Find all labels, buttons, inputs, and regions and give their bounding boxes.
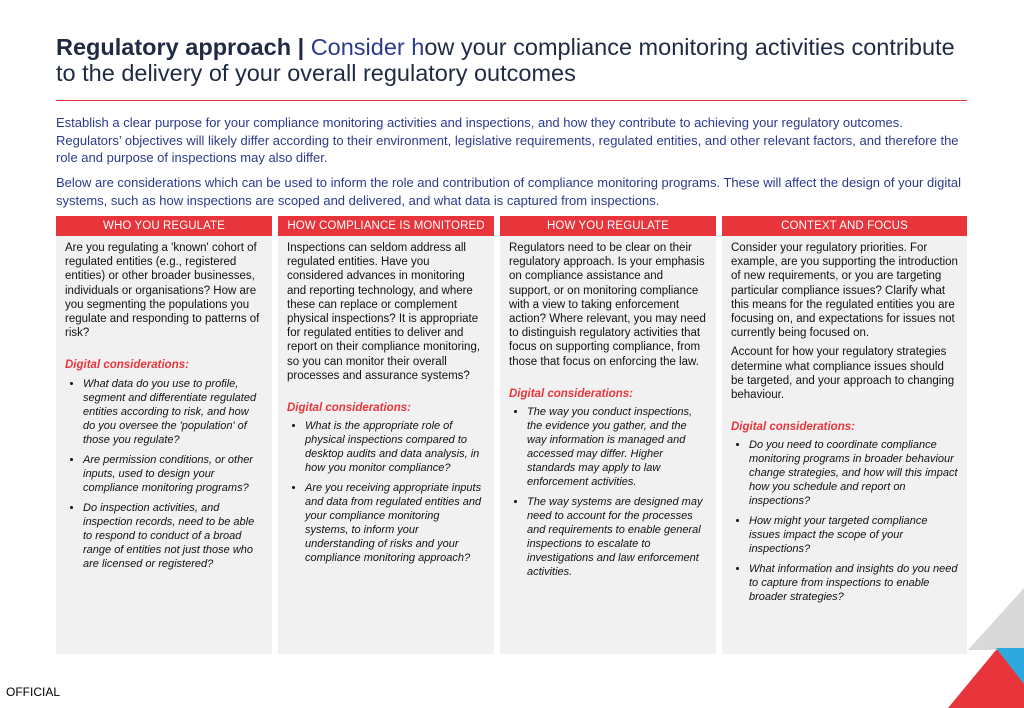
column-paragraph: Account for how your regulatory strategies determine what compliance issues should be targeted, and your approach to changing behaviour.	[731, 346, 955, 402]
digital-considerations-list	[509, 405, 707, 579]
digital-considerations-label: Digital considerations:	[65, 359, 189, 372]
column-body	[500, 236, 716, 579]
column-heading: HOW COMPLIANCE IS MONITORED	[278, 216, 494, 236]
title-divider	[56, 100, 967, 101]
title-prefix: Regulatory approach |	[56, 34, 305, 60]
column-heading: HOW YOU REGULATE	[500, 216, 716, 236]
digital-considerations-list	[287, 419, 485, 565]
classification-label: OFFICIAL	[6, 685, 61, 699]
column-heading: WHO YOU REGULATE	[56, 216, 272, 236]
corner-grey-triangle	[968, 588, 1024, 650]
column-who-you-regulate	[56, 216, 272, 654]
column-paragraph: Consider your regulatory priorities. For example, are you supporting the introduction of new requirements, or you are targeting particular compliance issues? Clarify what this means for the regulated entities you are focusing on, and expectations for issues not currently being focused on.	[731, 242, 958, 340]
column-how-compliance-is-monitored	[278, 216, 494, 654]
column-heading: CONTEXT AND FOCUS	[722, 216, 967, 236]
title-rest: ow your compliance monitoring activities contribute to the delivery of your overall regulatory outcomes	[56, 34, 955, 86]
list-item: • Are permission conditions, or other inputs, used to design your compliance monitoring programs?	[83, 453, 263, 495]
intro-paragraph-2: Below are considerations which can be used to inform the role and contribution of compliance monitoring programs. These will affect the design of your digital systems, such as how inspections are scoped and delivered, and what data is captured from inspections.	[56, 175, 961, 208]
digital-considerations-label: Digital considerations:	[731, 421, 855, 434]
digital-considerations-list	[65, 377, 263, 571]
list-item: • Are you receiving appropriate inputs and data from regulated entities and your compliance monitoring systems, to inform your understanding of risks and your compliance monitoring approach?	[305, 481, 485, 565]
list-item: • How might your targeted compliance issues impact the scope of your inspections?	[749, 514, 958, 556]
list-item: • What information and insights do you need to capture from inspections to enable broader strategies?	[749, 562, 958, 604]
page-number: 5	[963, 665, 973, 682]
page-title	[56, 34, 956, 86]
corner-decoration	[900, 580, 1024, 708]
list-item: • Do inspection activities, and inspection records, need to be able to respond to conduct of a broad range of entities not just those who are licensed or registered?	[83, 501, 263, 571]
digital-considerations-label: Digital considerations:	[287, 402, 411, 415]
list-item: • What is the appropriate role of physical inspections compared to desktop audits and data analysis, in how you monitor compliance?	[305, 419, 485, 475]
digital-considerations-label: Digital considerations:	[509, 387, 633, 400]
list-item: • The way you conduct inspections, the evidence you gather, and the way information is managed and accessed may differ. Higher standards may apply to law enforcement activities.	[527, 405, 707, 489]
intro-paragraph-1: Establish a clear purpose for your compliance monitoring activities and inspections, and how they contribute to achieving your regulatory outcomes. Regulators’ objectives will likely differ according to their environment, legislative requirements, regulated entities, and other relevant factors, and therefore the role and purpose of inspections may also differ.	[56, 115, 959, 165]
column-body	[56, 236, 272, 571]
list-item: • Do you need to coordinate compliance monitoring programs in broader behaviour change strategies, and how will this impact how you schedule and report on inspections?	[749, 438, 958, 508]
column-body	[722, 236, 967, 604]
column-paragraph: Are you regulating a 'known' cohort of regulated entities (e.g., registered entities) or other broader businesses, individuals or organisations? How are you segmenting the populations you regulate and responding to patterns of risk?	[65, 242, 260, 340]
column-paragraph: Regulators need to be clear on their regulatory approach. Is your emphasis on compliance assistance and support, or on monitoring compliance with a view to taking enforcement action? Where relevant, you may need to distinguish regulatory activities that focus on supporting compliance, from those that focus on enforcing the law.	[509, 242, 706, 368]
title-accent: Consider h	[310, 34, 425, 60]
list-item: • What data do you use to profile, segment and differentiate regulated entities according to risk, and how do you oversee the 'population' of those you regulate?	[83, 377, 263, 447]
list-item: • The way systems are designed may need to account for the processes and requirements to enable general inspections to escalate to investigations and law enforcement activities.	[527, 495, 707, 579]
column-paragraph: Inspections can seldom address all regulated entities. Have you considered advances in monitoring and reporting technology, and where these can replace or complement physical inspections? It is appropriate for regulated entities to deliver and report on their compliance monitoring, so you can monitor their overall processes and assurance systems?	[287, 242, 481, 382]
column-body	[278, 236, 494, 565]
column-how-you-regulate	[500, 216, 716, 654]
